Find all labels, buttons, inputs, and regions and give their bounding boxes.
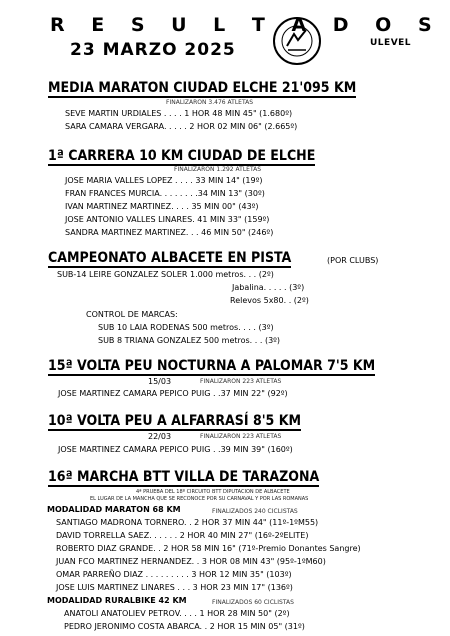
result-row: JOSE MARTINEZ CAMARA PEPICO PUIG . .39 MIN 39" (160º) (58, 445, 293, 454)
page-title: R E S U L T A D O S (50, 14, 442, 36)
brand-logo: ULEVEL (370, 38, 412, 48)
section-note: 4ª PRUEBA DEL 18º CIRCUITO BTT DIPUTACION DE ALBACETE (136, 489, 290, 495)
section-note: EL LUGAR DE LA MANCHA QUE SE RECONOCE POR SU CARNAVAL Y POR LAS ROMANAS (90, 496, 309, 502)
result-row: ANATOLI ANATOLIEV PETROV. . . . 1 HOR 28 MIN 50" (2º) (64, 609, 290, 618)
modality-label: MODALIDAD RURALBIKE 42 KM (47, 596, 187, 605)
section-date: 15/03 (148, 377, 172, 386)
result-row: JOSE ANTONIO VALLES LINARES. 41 MIN 33" (159º) (65, 215, 270, 224)
result-row: JOSE MARTINEZ CAMARA PEPICO PUIG . .37 MIN 22" (92º) (58, 389, 288, 398)
result-row: JUAN FCO MARTINEZ HERNANDEZ. . 3 HOR 08 MIN 43" (95º-1ºM60) (56, 557, 326, 566)
club-logo (272, 16, 322, 66)
result-row: DAVID TORRELLA SAEZ. . . . . . 2 HOR 40 MIN 27" (16º-2ºELITE) (56, 531, 309, 540)
result-row: SARA CAMARA VERGARA. . . . . 2 HOR 02 MIN 06" (2.665º) (65, 122, 298, 131)
result-row: PEDRO JERONIMO COSTA ABARCA. . 2 HOR 15 MIN 05" (31º) (64, 622, 305, 631)
modality-label: MODALIDAD MARATON 68 KM (47, 505, 181, 514)
result-row: Jabalina. . . . . (3º) (232, 283, 305, 292)
result-row: SUB 8 TRIANA GONZALEZ 500 metros. . . (3º) (98, 336, 281, 345)
section-note: FINALIZADOS 60 CICLISTAS (212, 599, 294, 606)
result-row: JOSE MARIA VALLES LOPEZ . . . . 33 MIN 14" (19º) (65, 176, 263, 185)
section-title-media-maraton: MEDIA MARATON CIUDAD ELCHE 21'095 KM (48, 80, 357, 96)
result-row: SANTIAGO MADRONA TORNERO. . 2 HOR 37 MIN 44" (11º-1ºM55) (56, 518, 319, 527)
section-date: 22/03 (148, 432, 172, 441)
section-title-alfarrasi: 10ª VOLTA PEU A ALFARRASÍ 8'5 KM (48, 413, 302, 429)
result-row: OMAR PARREÑO DIAZ . . . . . . . . . 3 HOR 12 MIN 35" (103º) (56, 570, 292, 579)
section-note: FINALIZARON 1.292 ATLETAS (174, 166, 262, 173)
section-note: FINALIZARON 223 ATLETAS (200, 433, 282, 440)
section-title-carrera-10km: 1ª CARRERA 10 KM CIUDAD DE ELCHE (48, 148, 316, 164)
section-title-palomar: 15ª VOLTA PEU NOCTURNA A PALOMAR 7'5 KM (48, 358, 376, 374)
result-row: SUB 10 LAIA RODENAS 500 metros. . . . (3º) (98, 323, 274, 332)
result-row: SANDRA MARTINEZ MARTINEZ. . . 46 MIN 50" (246º) (65, 228, 274, 237)
page-date: 23 MARZO 2025 (70, 40, 236, 60)
result-row: ROBERTO DIAZ GRANDE. . 2 HOR 58 MIN 16" (71º-Premio Donantes Sangre) (56, 544, 361, 553)
result-row: Relevos 5x80. . (2º) (230, 296, 309, 305)
section-title-suffix: (POR CLUBS) (327, 256, 379, 265)
result-row: JOSE LUIS MARTINEZ LINARES . . . 3 HOR 23 MIN 17" (136º) (56, 583, 293, 592)
section-title-tarazona: 16ª MARCHA BTT VILLA DE TARAZONA (48, 469, 320, 485)
section-title-albacete: CAMPEONATO ALBACETE EN PISTA (48, 250, 292, 266)
result-row: SEVE MARTIN URDIALES . . . . 1 HOR 48 MIN 45" (1.680º) (65, 109, 293, 118)
section-note: FINALIZARON 223 ATLETAS (200, 378, 282, 385)
result-row: SUB-14 LEIRE GONZALEZ SOLER 1.000 metros. . . (2º) (57, 270, 274, 279)
result-row: FRAN FRANCES MURCIA. . . . . . . .34 MIN 13" (30º) (65, 189, 265, 198)
result-row: IVAN MARTINEZ MARTINEZ. . . . 35 MIN 00" (43º) (65, 202, 259, 211)
section-note: FINALIZARON 3.476 ATLETAS (166, 99, 254, 106)
control-label: CONTROL DE MARCAS: (86, 310, 178, 319)
section-note: FINALIZADOS 240 CICLISTAS (212, 508, 298, 515)
